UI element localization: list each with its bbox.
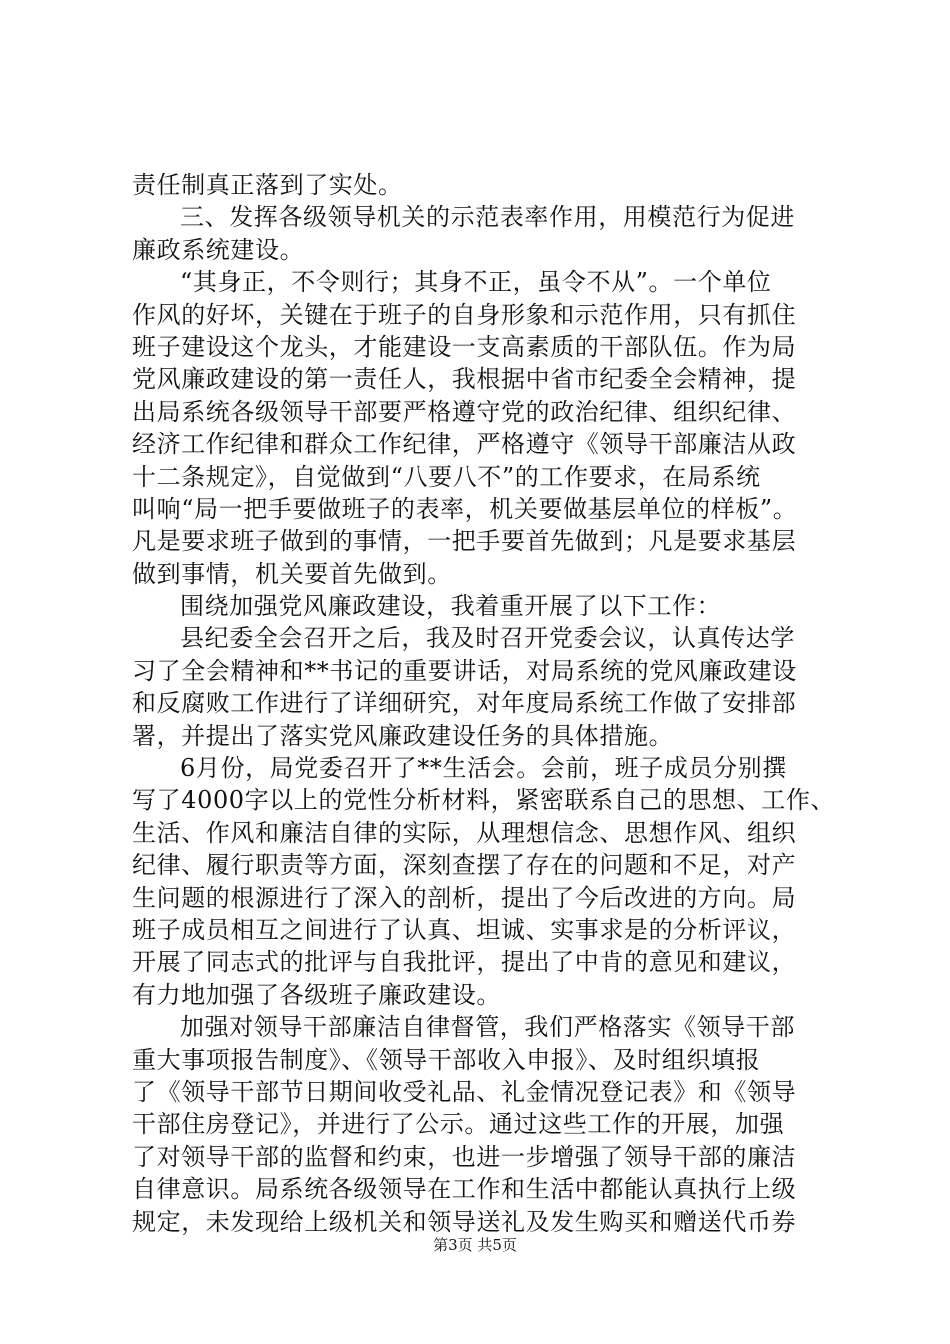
text-line: 班子成员相互之间进行了认真、坦诚、实事求是的分析评议， [132,915,797,944]
text-line: 自律意识。局系统各级领导在工作和生活中都能认真执行上级 [132,1175,797,1204]
text-line: 重大事项报告制度》、《领导干部收入申报》、及时组织填报 [132,1045,761,1074]
text-line: 纪律、履行职责等方面，深刻查摆了存在的问题和不足，对产 [132,851,797,880]
text-line: 加强对领导干部廉洁自律督管，我们严格落实《领导干部 [180,1013,795,1042]
page-footer [0,1235,950,1255]
text-line: 责任制真正落到了实处。 [132,171,403,199]
text-line: 班子建设这个龙头，才能建设一支高素质的干部队伍。作为局 [132,332,797,361]
text-line: 有力地加强了各级班子廉政建设。 [132,980,501,1009]
text-line: “其身正，不令则行；其身不正，虽令不从”。一个单位 [180,268,772,297]
text-line: 凡是要求班子做到的事情，一把手要首先做到；凡是要求基层 [132,527,797,556]
text-line: 作风的好坏，关键在于班子的自身形象和示范作用，只有抓住 [132,300,797,329]
text-line: 6月份，局党委召开了**生活会。会前，班子成员分别撰 [180,754,787,783]
text-line: 了对领导干部的监督和约束，也进一步增强了领导干部的廉洁 [132,1142,797,1171]
text-line: 围绕加强党风廉政建设，我着重开展了以下工作： [180,592,722,621]
text-line: 生问题的根源进行了深入的剖析，提出了今后改进的方向。局 [132,883,797,912]
text-line: 经济工作纪律和群众工作纪律，严格遵守《领导干部廉洁从政 [132,430,797,459]
text-line: 和反腐败工作进行了详细研究，对年度局系统工作做了安排部 [132,689,797,718]
document-body [132,169,836,1238]
text-line: 三、发挥各级领导机关的示范表率作用，用模范行为促进 [180,203,795,232]
text-line: 生活、作风和廉洁自律的实际，从理想信念、思想作风、组织 [132,818,797,847]
text-line: 叫响“局一把手要做班子的表率，机关要做基层单位的样板”。 [132,494,798,523]
text-line: 署，并提出了落实党风廉政建设任务的具体措施。 [132,721,674,750]
text-line: 规定，未发现给上级机关和领导送礼及发生购买和赠送代币券 [132,1207,797,1236]
text-line: 开展了同志式的批评与自我批评，提出了中肯的意见和建议， [132,948,797,977]
text-line: 干部住房登记》，并进行了公示。通过这些工作的开展，加强 [132,1110,785,1139]
text-line: 十二条规定》，自觉做到“八要八不”的工作要求，在局系统 [132,462,761,491]
text-line: 县纪委全会召开之后，我及时召开党委会议，认真传达学 [180,624,795,653]
page-number: 第3页 共5页 [433,1236,517,1254]
text-line: 做到事情，机关要首先做到。 [132,559,452,588]
text-line: 写了4000字以上的党性分析材料，紧密联系自己的思想、工作、 [132,786,836,815]
text-line: 了《领导干部节日期间收受礼品、礼金情况登记表》和《领导 [132,1077,797,1106]
text-line: 党风廉政建设的第一责任人，我根据中省市纪委全会精神，提 [132,365,797,394]
text-line: 出局系统各级领导干部要严格遵守党的政治纪律、组织纪律、 [132,397,797,426]
text-line: 廉政系统建设。 [132,235,305,264]
text-line: 习了全会精神和**书记的重要讲话，对局系统的党风廉政建设 [132,656,797,685]
